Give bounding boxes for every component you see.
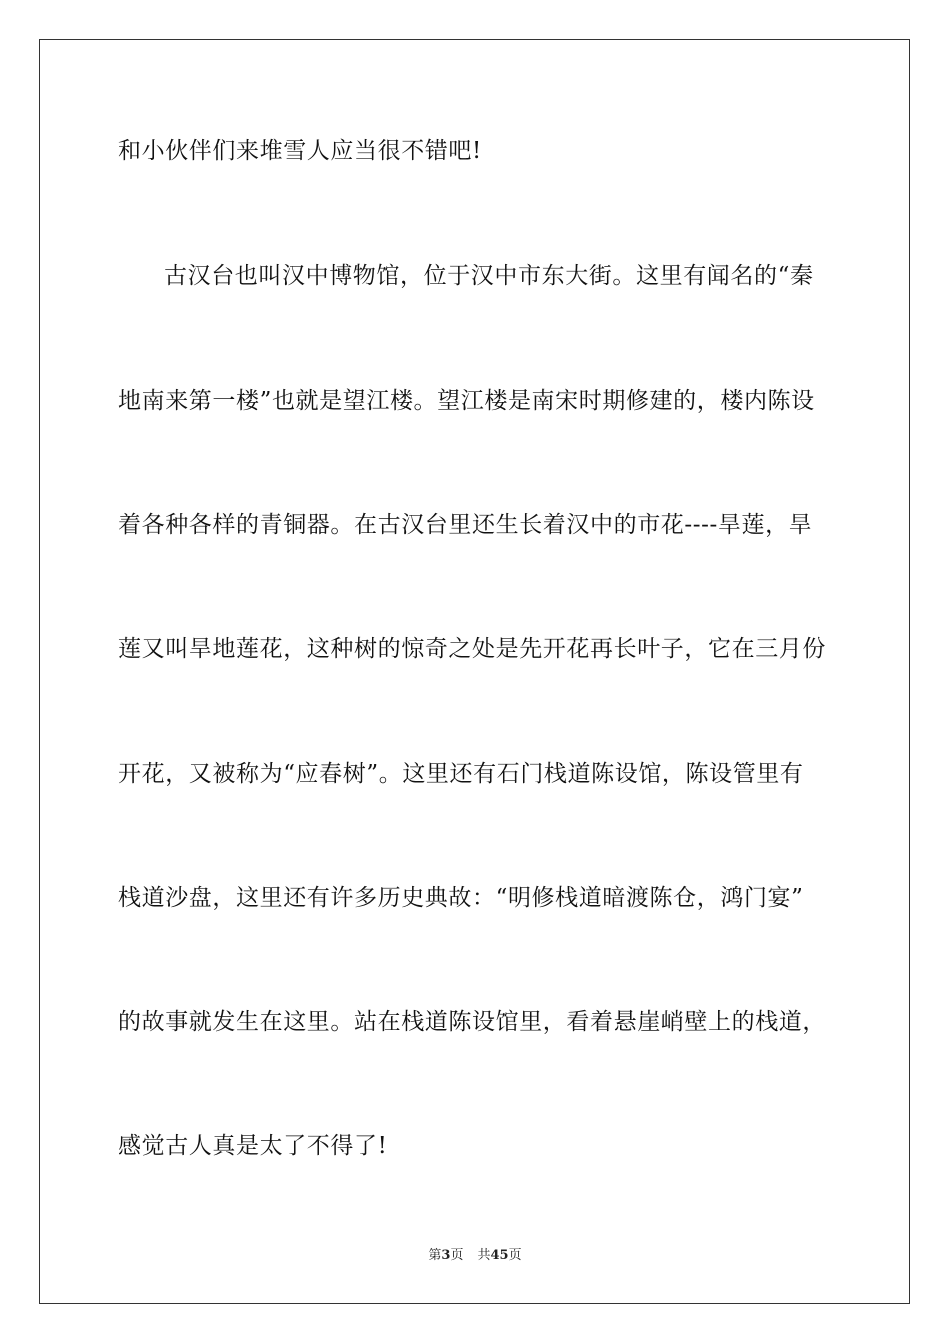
page-prefix: 第 bbox=[428, 1248, 442, 1263]
page-suffix: 页 bbox=[450, 1248, 464, 1263]
page-border bbox=[39, 39, 910, 1304]
text-line-6: 开花，又被称为“应春树”。这里还有石门栈道陈设馆，陈设管里有 bbox=[118, 761, 804, 787]
text-line-3: 地南来第一楼”也就是望江楼。望江楼是南宋时期修建的，楼内陈设 bbox=[118, 388, 815, 414]
text-line-5: 莲又叫旱地莲花，这种树的惊奇之处是先开花再长叶子，它在三月份 bbox=[118, 636, 826, 662]
current-page-number: 3 bbox=[441, 1248, 451, 1263]
text-line-9: 感觉古人真是太了不得了! bbox=[118, 1133, 388, 1159]
page-footer bbox=[0, 1247, 950, 1265]
text-line-2: 古汉台也叫汉中博物馆，位于汉中市东大街。这里有闻名的“秦 bbox=[164, 263, 814, 289]
text-line-8: 的故事就发生在这里。站在栈道陈设馆里，看着悬崖峭壁上的栈道， bbox=[118, 1009, 826, 1035]
total-suffix: 页 bbox=[508, 1248, 522, 1263]
text-line-1: 和小伙伴们来堆雪人应当很不错吧! bbox=[118, 138, 482, 164]
text-line-7: 栈道沙盘，这里还有许多历史典故：“明修栈道暗渡陈仓，鸿门宴” bbox=[118, 885, 804, 911]
total-prefix: 共 bbox=[477, 1248, 491, 1263]
total-page-count: 45 bbox=[490, 1248, 509, 1263]
text-line-4: 着各种各样的青铜器。在古汉台里还生长着汉中的市花----旱莲，旱 bbox=[118, 512, 813, 538]
